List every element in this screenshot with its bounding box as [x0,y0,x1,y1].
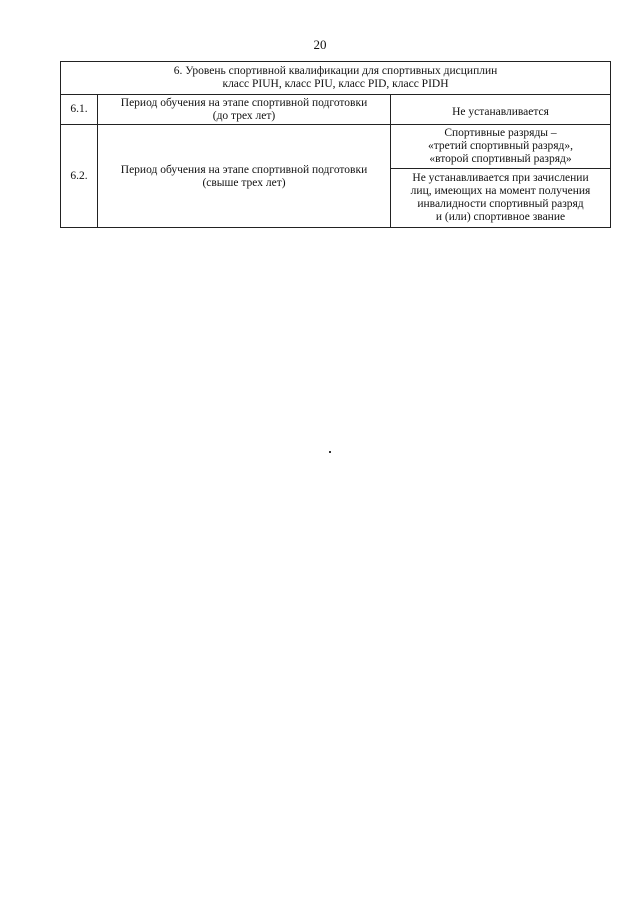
requirement-exemption-line: Не устанавливается при зачислении [412,172,589,184]
section-title: 6. Уровень спортивной квалификации для спортивных дисциплин [173,65,498,77]
requirement-cell-exemption [391,169,611,228]
row-number: 6.2. [61,125,98,228]
stage-duration: (до трех лет) [212,109,276,122]
requirement-exemption-line: и (или) спортивное звание [435,211,566,223]
qualification-table [60,61,611,228]
section-header-row [61,62,611,95]
requirement-ranks-title: Спортивные разряды – [444,127,557,139]
row-number: 6.1. [61,95,98,125]
scan-speck [329,451,331,453]
stage-label: Период обучения на этапе спортивной подготовки [120,164,368,176]
requirement-exemption-line: лиц, имеющих на момент получения [410,185,591,197]
stage-cell [98,95,391,125]
page-number: 20 [313,37,327,52]
requirement-cell-ranks [391,125,611,169]
requirement-rank-second: «второй спортивный разряд» [429,153,572,165]
table-row [61,125,611,169]
stage-label: Период обучения на этапе спортивной подготовки [120,96,368,109]
requirement-rank-third: «третий спортивный разряд», [428,140,574,152]
stage-cell [98,125,391,228]
section-classes: класс PIUH, класс PIU, класс PID, класс PIDH [222,78,449,90]
stage-duration: (свыше трех лет) [202,177,286,189]
requirement-exemption-line: инвалидности спортивный разряд [417,198,584,210]
table-row [61,95,611,125]
requirement-cell: Не устанавливается [391,95,611,125]
section-header-cell [61,62,611,95]
